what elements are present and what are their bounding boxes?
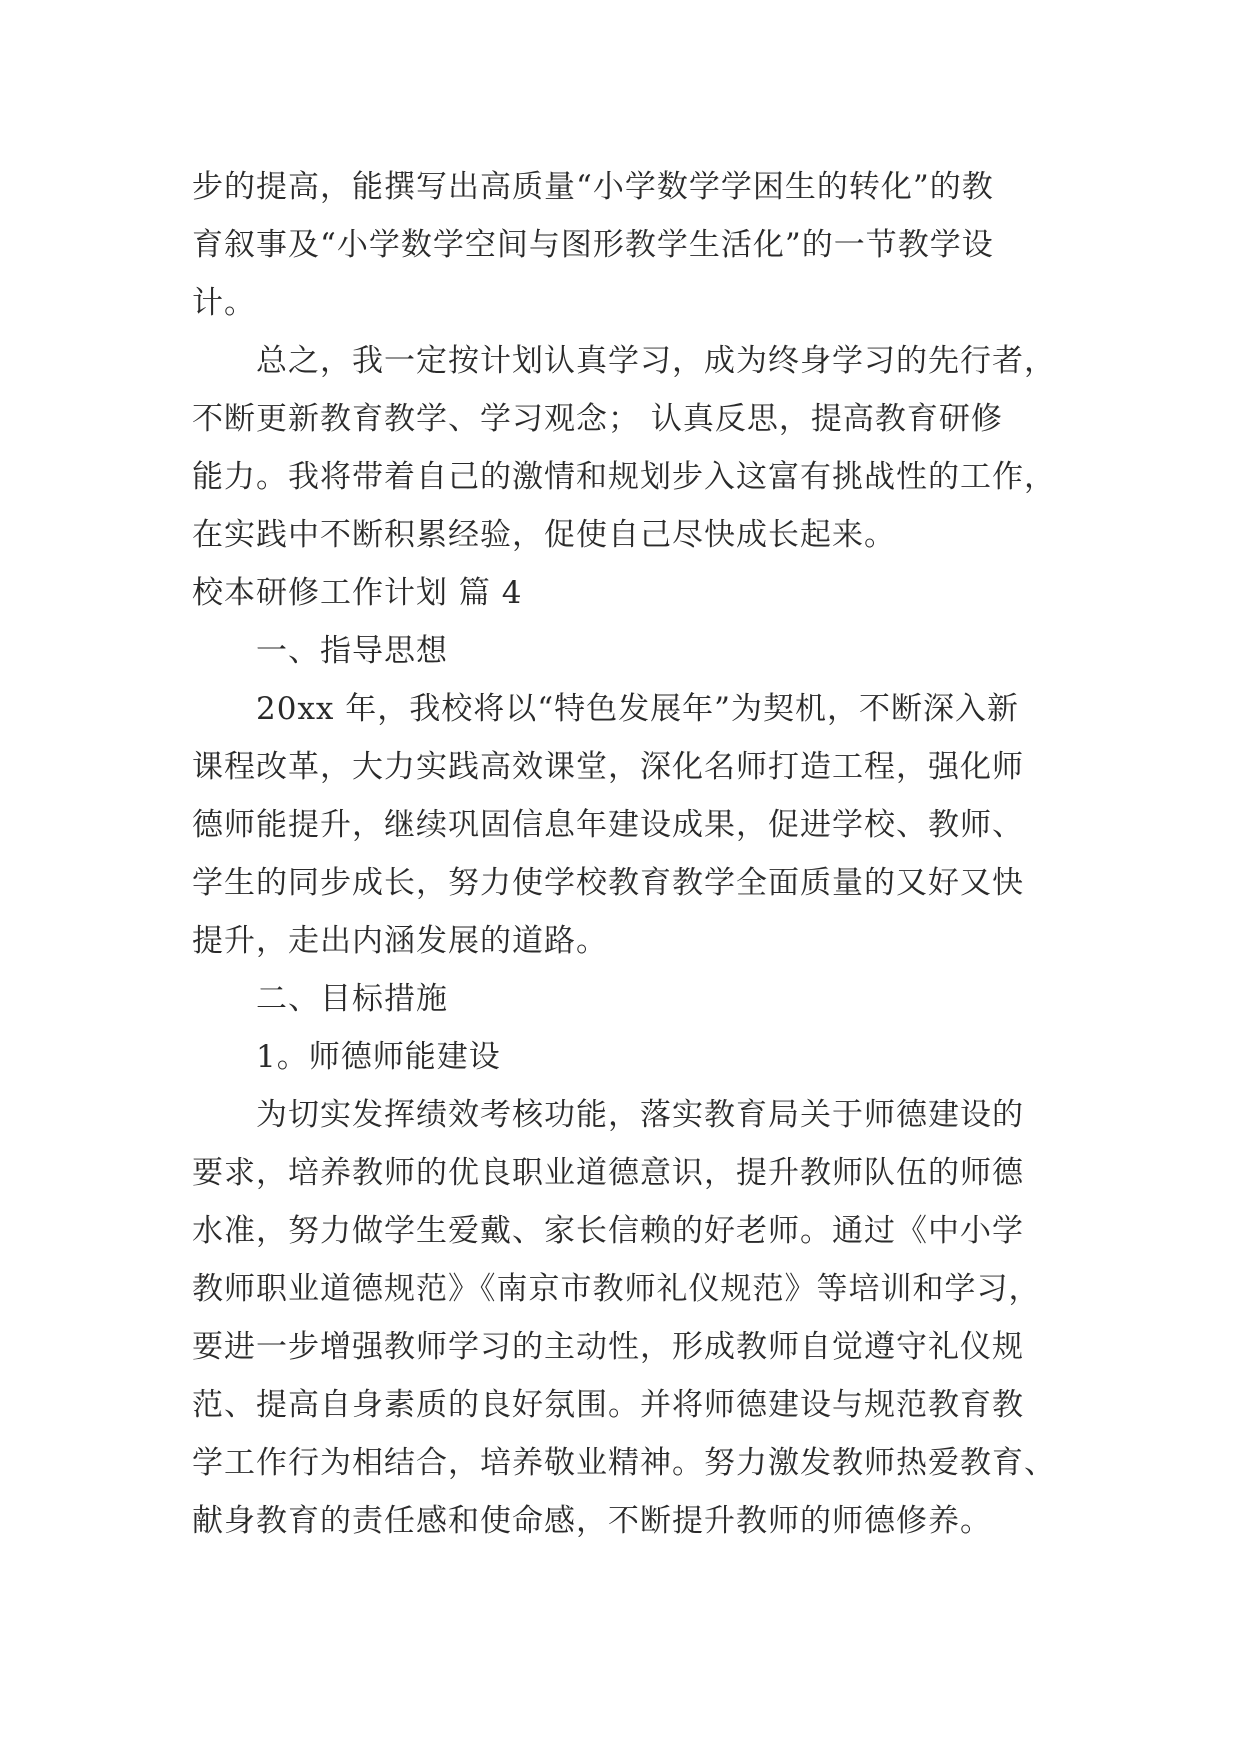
paragraph-line: 步的提高，能撰写出高质量“小学数学学困生的转化”的教 [192, 169, 994, 205]
paragraph-line: 德师能提升，继续巩固信息年建设成果，促进学校、教师、 [192, 807, 1024, 843]
subsection-heading: 1。师德师能建设 [256, 1039, 501, 1075]
paragraph-line: 要求，培养教师的优良职业道德意识，提升教师队伍的师德 [192, 1155, 1024, 1191]
paragraph-line: 教师职业道德规范》《南京市教师礼仪规范》等培训和学习， [192, 1271, 1041, 1307]
paragraph-line: 不断更新教育教学、学习观念； 认真反思，提高教育研修 [192, 401, 1003, 437]
paragraph-line: 为切实发挥绩效考核功能，落实教育局关于师德建设的 [256, 1097, 1024, 1133]
section-title: 校本研修工作计划 篇 4 [192, 575, 523, 611]
paragraph-line: 在实践中不断积累经验，促使自己尽快成长起来。 [192, 517, 896, 553]
paragraph-line: 范、提高自身素质的良好氛围。并将师德建设与规范教育教 [192, 1387, 1024, 1423]
subsection-heading: 二、目标措施 [256, 981, 448, 1017]
paragraph-line: 学工作行为相结合，培养敬业精神。努力激发教师热爱教育、 [192, 1445, 1056, 1481]
paragraph-line: 20xx 年，我校将以“特色发展年”为契机，不断深入新 [256, 691, 1019, 727]
paragraph-line: 要进一步增强教师学习的主动性，形成教师自觉遵守礼仪规 [192, 1329, 1024, 1365]
subsection-heading: 一、指导思想 [256, 633, 448, 669]
paragraph-line: 献身教育的责任感和使命感，不断提升教师的师德修养。 [192, 1503, 992, 1539]
paragraph-line: 水准，努力做学生爱戴、家长信赖的好老师。通过《中小学 [192, 1213, 1024, 1249]
paragraph-line: 计。 [192, 285, 256, 321]
paragraph-line: 提升，走出内涵发展的道路。 [192, 923, 608, 959]
paragraph-line: 课程改革，大力实践高效课堂，深化名师打造工程，强化师 [192, 749, 1024, 785]
paragraph-line: 学生的同步成长，努力使学校教育教学全面质量的又好又快 [192, 865, 1024, 901]
paragraph-line: 总之，我一定按计划认真学习，成为终身学习的先行者， [256, 343, 1056, 379]
paragraph-line: 能力。我将带着自己的激情和规划步入这富有挑战性的工作， [192, 459, 1056, 495]
paragraph-line: 育叙事及“小学数学空间与图形教学生活化”的一节教学设 [192, 227, 994, 263]
